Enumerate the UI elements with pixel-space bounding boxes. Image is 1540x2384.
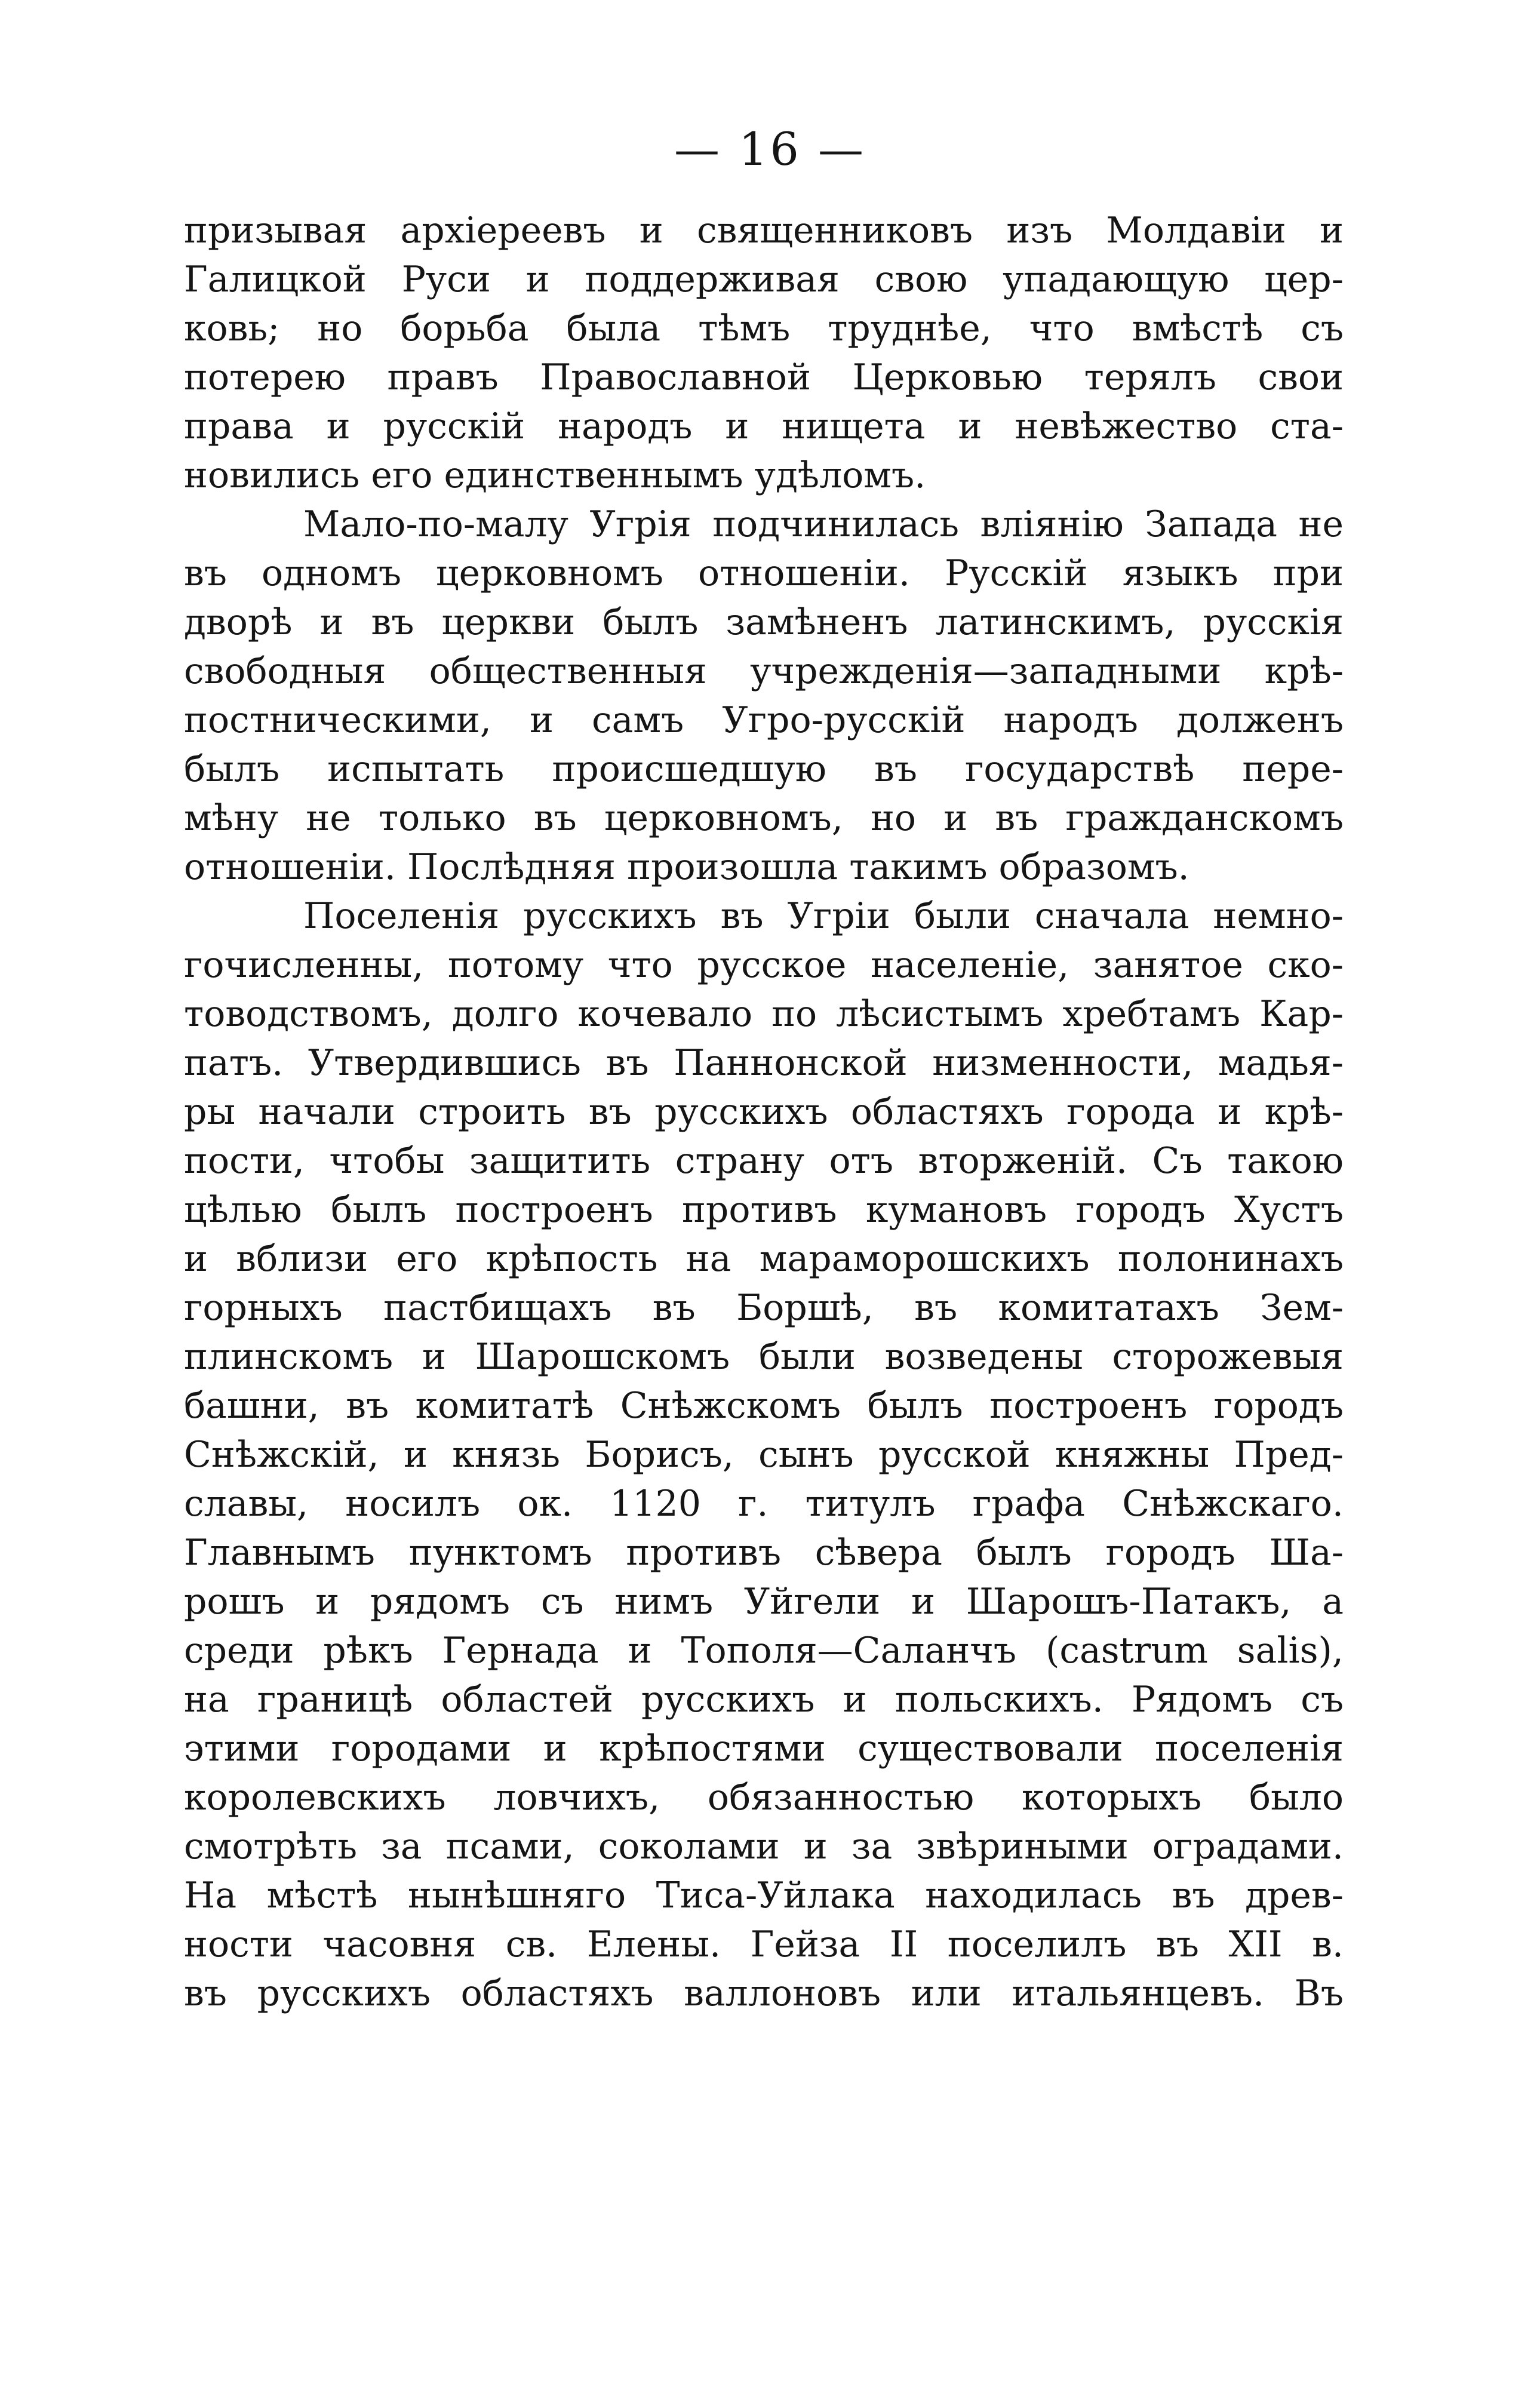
text-line: новились его единственнымъ удѣломъ.: [184, 454, 926, 496]
text-line: на границѣ областей русскихъ и польскихъ. Рядомъ съ: [184, 1679, 1344, 1721]
text-line: былъ испытать происшедшую въ государствѣ пере-: [184, 748, 1344, 790]
text-line: потерею правъ Православной Церковью терялъ свои: [184, 357, 1344, 398]
text-line: и вблизи его крѣпость на мараморошскихъ полонинахъ: [184, 1238, 1344, 1280]
text-line: башни, въ комитатѣ Снѣжскомъ былъ построенъ городъ: [184, 1385, 1344, 1427]
text-line: въ русскихъ областяхъ валлоновъ или итальянцевъ. Въ: [184, 1973, 1344, 2014]
text-line: патъ. Утвердившись въ Паннонской низменности, мадья-: [184, 1042, 1344, 1084]
page-number: — 16 —: [674, 122, 866, 176]
text-block: [184, 206, 1344, 2018]
text-line: дворѣ и въ церкви былъ замѣненъ латинскимъ, русскія: [184, 601, 1344, 643]
text-line: славы, носилъ ок. 1120 г. титулъ графа Снѣжскаго.: [184, 1483, 1344, 1525]
text-line: пости, чтобы защитить страну отъ вторженій. Съ такою: [184, 1140, 1344, 1182]
text-line: мѣну не только въ церковномъ, но и въ гражданскомъ: [184, 797, 1344, 839]
text-line: Главнымъ пунктомъ противъ сѣвера былъ городъ Ша-: [184, 1532, 1344, 1574]
text-line: ности часовня св. Елены. Гейза II поселилъ въ XII в.: [184, 1924, 1344, 1965]
text-line: свободныя общественныя учрежденія—западными крѣ-: [184, 650, 1344, 692]
text-line: въ одномъ церковномъ отношеніи. Русскій языкъ при: [184, 552, 1344, 594]
text-line: королевскихъ ловчихъ, обязанностью которыхъ было: [184, 1777, 1344, 1818]
paragraph-1: [184, 206, 1344, 500]
text-line: среди рѣкъ Гернада и Тополя—Саланчъ (castrum salis),: [184, 1630, 1344, 1672]
text-line: Снѣжскій, и князь Борисъ, сынъ русской княжны Пред-: [184, 1434, 1344, 1476]
paragraph-2: [184, 500, 1344, 892]
paragraph-3: [184, 892, 1344, 2018]
text-line: Галицкой Руси и поддерживая свою упадающую цер-: [184, 259, 1344, 300]
text-line: На мѣстѣ нынѣшняго Тиса-Уйлака находилась въ древ-: [184, 1875, 1344, 1916]
text-line: этими городами и крѣпостями существовали поселенія: [184, 1728, 1344, 1769]
text-line: ры начали строить въ русскихъ областяхъ города и крѣ-: [184, 1091, 1344, 1133]
text-line: гочисленны, потому что русское населеніе, занятое ско-: [184, 944, 1344, 986]
text-line: права и русскій народъ и нищета и невѣжество ста-: [184, 405, 1344, 447]
text-line: постническими, и самъ Угро-русскій народъ долженъ: [184, 699, 1344, 741]
text-line: цѣлью былъ построенъ противъ кумановъ городъ Хустъ: [184, 1189, 1344, 1231]
text-line: призывая архіереевъ и священниковъ изъ Молдавіи и: [184, 210, 1344, 251]
text-line: рошъ и рядомъ съ нимъ Уйгели и Шарошъ-Патакъ, а: [184, 1581, 1344, 1623]
text-line: Поселенія русскихъ въ Угріи были сначала немно-: [303, 895, 1344, 937]
text-line: смотрѣть за псами, соколами и за звѣриными оградами.: [184, 1826, 1344, 1867]
text-line: товодствомъ, долго кочевало по лѣсистымъ хребтамъ Кар-: [184, 993, 1344, 1035]
text-line: ковь; но борьба была тѣмъ труднѣе, что вмѣстѣ съ: [184, 308, 1344, 349]
text-line: отношеніи. Послѣдняя произошла такимъ образомъ.: [184, 846, 1189, 888]
text-line: горныхъ пастбищахъ въ Боршѣ, въ комитатахъ Зем-: [184, 1287, 1344, 1329]
text-line: Мало-по-малу Угрія подчинилась вліянію Запада не: [303, 503, 1344, 545]
text-line: плинскомъ и Шарошскомъ были возведены сторожевыя: [184, 1336, 1344, 1378]
